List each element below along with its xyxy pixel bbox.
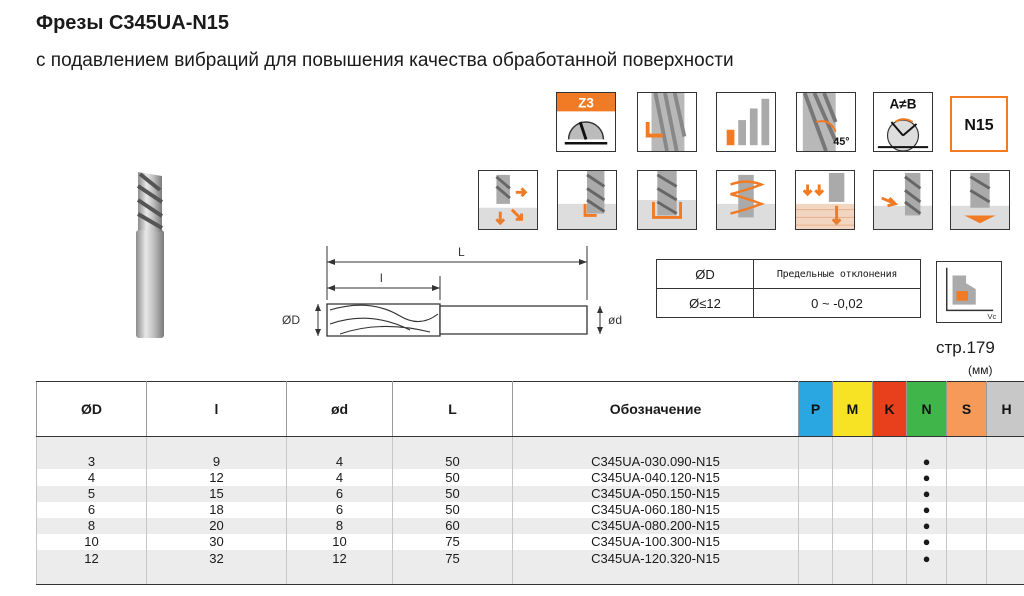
cell-L: 50 [393,469,513,485]
cell-code: С345UA-120.320-N15 [513,550,799,566]
dimension-D-label: ØD [282,313,300,327]
col-header-d: ød [287,382,393,437]
cell-code: С345UA-080.200-N15 [513,518,799,534]
col-header-l: l [147,382,287,437]
material-M: M [833,382,873,437]
tolerance-table [656,259,921,318]
dimension-drawing [280,240,640,350]
end-mill-image [132,170,168,340]
cell-L: 50 [393,453,513,469]
table-row [37,453,1024,469]
ramping-icon [478,170,538,230]
material-N: N [907,382,947,437]
tolerance-header-deviation: Предельные отклонения [754,260,921,289]
cell-d: 6 [287,486,393,502]
table-row [37,502,1024,518]
cell-D: 10 [37,534,147,550]
col-header-L: L [393,382,513,437]
corner-geometry-icon [637,92,697,152]
cell-N-dot: ● [907,518,947,534]
cell-D: 4 [37,469,147,485]
plunge-icon [795,170,855,230]
cell-D: 6 [37,502,147,518]
unequal-pitch-label: A≠B [889,96,917,112]
cell-d: 4 [287,469,393,485]
cell-D: 8 [37,518,147,534]
cell-D: 3 [37,453,147,469]
col-header-D: ØD [37,382,147,437]
page-title: Фрезы С345UA-N15 [36,12,230,34]
flutes-icon [556,92,616,152]
cell-l: 15 [147,486,287,502]
cell-N-dot: ● [907,534,947,550]
cutting-data-icon [936,261,1002,323]
cell-d: 4 [287,453,393,469]
material-S: S [947,382,987,437]
table-row [37,534,1024,550]
cell-L: 50 [393,502,513,518]
product-table [36,381,1024,585]
tolerance-deviation-value: 0 ~ -0,02 [754,289,921,318]
helical-interpolation-icon [716,170,776,230]
cutting-axis-label: Vc [987,312,997,322]
cell-code: С345UA-050.150-N15 [513,486,799,502]
cell-d: 12 [287,550,393,566]
material-H: H [987,382,1024,437]
cell-L: 60 [393,518,513,534]
cell-N-dot: ● [907,502,947,518]
slotting-icon [637,170,697,230]
cell-l: 20 [147,518,287,534]
side-milling-icon [873,170,933,230]
cell-N-dot: ● [907,486,947,502]
cell-N-dot: ● [907,453,947,469]
cell-N-dot: ● [907,469,947,485]
page-subtitle: с подавлением вибраций для повышения качества обработанной поверхности [36,50,734,71]
cell-L: 75 [393,534,513,550]
cell-l: 12 [147,469,287,485]
cell-code: С345UA-030.090-N15 [513,453,799,469]
shoulder-milling-icon [557,170,617,230]
grade-badge: N15 [950,96,1008,152]
cell-d: 6 [287,502,393,518]
cell-L: 75 [393,550,513,566]
cell-l: 32 [147,550,287,566]
unequal-pitch-icon [873,92,933,152]
table-row [37,469,1024,485]
cell-code: С345UA-040.120-N15 [513,469,799,485]
tolerance-diameter-range: Ø≤12 [657,289,754,318]
tolerance-header-diameter: ØD [657,260,754,289]
cell-d: 8 [287,518,393,534]
cell-D: 12 [37,550,147,566]
page-reference: стр.179 [936,338,995,357]
coating-bars-icon [716,92,776,152]
cell-L: 50 [393,486,513,502]
dimension-L-label: L [458,245,465,259]
cell-d: 10 [287,534,393,550]
cell-l: 30 [147,534,287,550]
cell-D: 5 [37,486,147,502]
material-K: K [873,382,907,437]
helix-angle-label: 45° [833,136,850,149]
dimension-l-label: l [380,271,383,285]
dimension-d-label: ød [608,313,623,327]
drilling-icon [950,170,1010,230]
helix-angle-icon [796,92,856,152]
cell-code: С345UA-060.180-N15 [513,502,799,518]
cell-code: С345UA-100.300-N15 [513,534,799,550]
cell-N-dot: ● [907,550,947,566]
table-row [37,486,1024,502]
table-row [37,518,1024,534]
material-P: P [799,382,833,437]
cell-l: 9 [147,453,287,469]
unit-label: (мм) [968,363,993,377]
cell-l: 18 [147,502,287,518]
flutes-label: Z3 [578,95,594,111]
table-row [37,550,1024,566]
col-header-code: Обозначение [513,382,799,437]
